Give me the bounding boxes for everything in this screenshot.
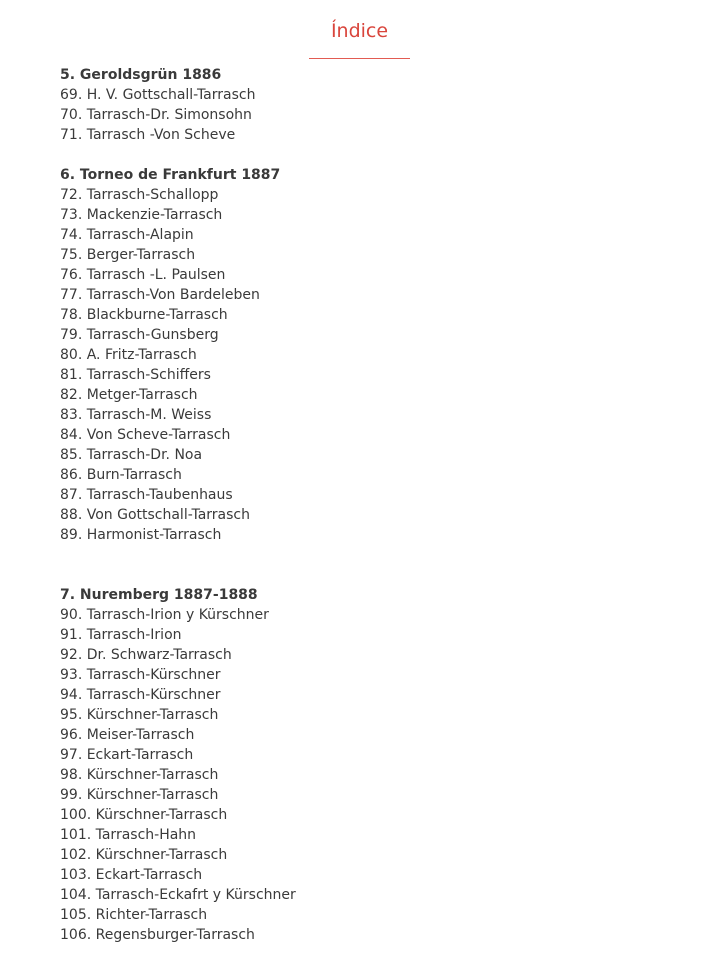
section-nuremberg bbox=[60, 585, 660, 945]
index-entry[interactable]: 81. Tarrasch-Schiffers bbox=[60, 367, 211, 383]
page-header bbox=[0, 0, 722, 60]
index-content bbox=[60, 65, 660, 945]
index-entry[interactable]: 76. Tarrasch -L. Paulsen bbox=[60, 267, 226, 283]
index-entry[interactable]: 99. Kürschner-Tarrasch bbox=[60, 787, 219, 803]
entry-list bbox=[60, 185, 660, 545]
entry-list bbox=[60, 605, 660, 945]
index-entry[interactable]: 93. Tarrasch-Kürschner bbox=[60, 667, 221, 683]
index-entry[interactable]: 101. Tarrasch-Hahn bbox=[60, 827, 197, 843]
index-entry[interactable]: 94. Tarrasch-Kürschner bbox=[60, 687, 221, 703]
index-entry[interactable]: 91. Tarrasch-Irion bbox=[60, 627, 182, 643]
section-heading: 6. Torneo de Frankfurt 1887 bbox=[60, 167, 281, 183]
index-entry[interactable]: 73. Mackenzie-Tarrasch bbox=[60, 207, 223, 223]
index-entry[interactable]: 103. Eckart-Tarrasch bbox=[60, 867, 203, 883]
index-entry[interactable]: 86. Burn-Tarrasch bbox=[60, 467, 182, 483]
index-entry[interactable]: 79. Tarrasch-Gunsberg bbox=[60, 327, 219, 343]
index-entry[interactable]: 97. Eckart-Tarrasch bbox=[60, 747, 194, 763]
index-entry[interactable]: 72. Tarrasch-Schallopp bbox=[60, 187, 219, 203]
index-entry[interactable]: 98. Kürschner-Tarrasch bbox=[60, 767, 219, 783]
index-entry[interactable]: 77. Tarrasch-Von Bardeleben bbox=[60, 287, 260, 303]
section-frankfurt bbox=[60, 165, 660, 545]
index-entry[interactable]: 106. Regensburger-Tarrasch bbox=[60, 927, 255, 943]
index-entry[interactable]: 96. Meiser-Tarrasch bbox=[60, 727, 195, 743]
section-heading: 7. Nuremberg 1887-1888 bbox=[60, 587, 258, 603]
index-entry[interactable]: 71. Tarrasch -Von Scheve bbox=[60, 127, 236, 143]
index-entry[interactable]: 104. Tarrasch-Eckafrt y Kürschner bbox=[60, 887, 296, 903]
index-entry[interactable]: 95. Kürschner-Tarrasch bbox=[60, 707, 219, 723]
index-entry[interactable]: 70. Tarrasch-Dr. Simonsohn bbox=[60, 107, 252, 123]
section-spacer bbox=[60, 145, 660, 165]
section-geroldsgrun bbox=[60, 65, 660, 145]
index-entry[interactable]: 83. Tarrasch-M. Weiss bbox=[60, 407, 212, 423]
index-entry[interactable]: 87. Tarrasch-Taubenhaus bbox=[60, 487, 233, 503]
index-entry[interactable]: 100. Kürschner-Tarrasch bbox=[60, 807, 228, 823]
index-entry[interactable]: 90. Tarrasch-Irion y Kürschner bbox=[60, 607, 269, 623]
index-entry[interactable]: 69. H. V. Gottschall-Tarrasch bbox=[60, 87, 256, 103]
index-entry[interactable]: 102. Kürschner-Tarrasch bbox=[60, 847, 228, 863]
index-entry[interactable]: 78. Blackburne-Tarrasch bbox=[60, 307, 228, 323]
title-underline bbox=[309, 58, 410, 59]
index-entry[interactable]: 80. A. Fritz-Tarrasch bbox=[60, 347, 197, 363]
section-heading: 5. Geroldsgrün 1886 bbox=[60, 67, 222, 83]
index-entry[interactable]: 105. Richter-Tarrasch bbox=[60, 907, 208, 923]
entry-list bbox=[60, 85, 660, 145]
index-entry[interactable]: 88. Von Gottschall-Tarrasch bbox=[60, 507, 250, 523]
index-entry[interactable]: 82. Metger-Tarrasch bbox=[60, 387, 198, 403]
index-entry[interactable]: 74. Tarrasch-Alapin bbox=[60, 227, 194, 243]
index-entry[interactable]: 85. Tarrasch-Dr. Noa bbox=[60, 447, 203, 463]
index-entry[interactable]: 92. Dr. Schwarz-Tarrasch bbox=[60, 647, 232, 663]
section-spacer bbox=[60, 545, 660, 585]
index-entry[interactable]: 89. Harmonist-Tarrasch bbox=[60, 527, 222, 543]
index-entry[interactable]: 84. Von Scheve-Tarrasch bbox=[60, 427, 231, 443]
index-entry[interactable]: 75. Berger-Tarrasch bbox=[60, 247, 196, 263]
page-title: Índice bbox=[330, 20, 389, 42]
